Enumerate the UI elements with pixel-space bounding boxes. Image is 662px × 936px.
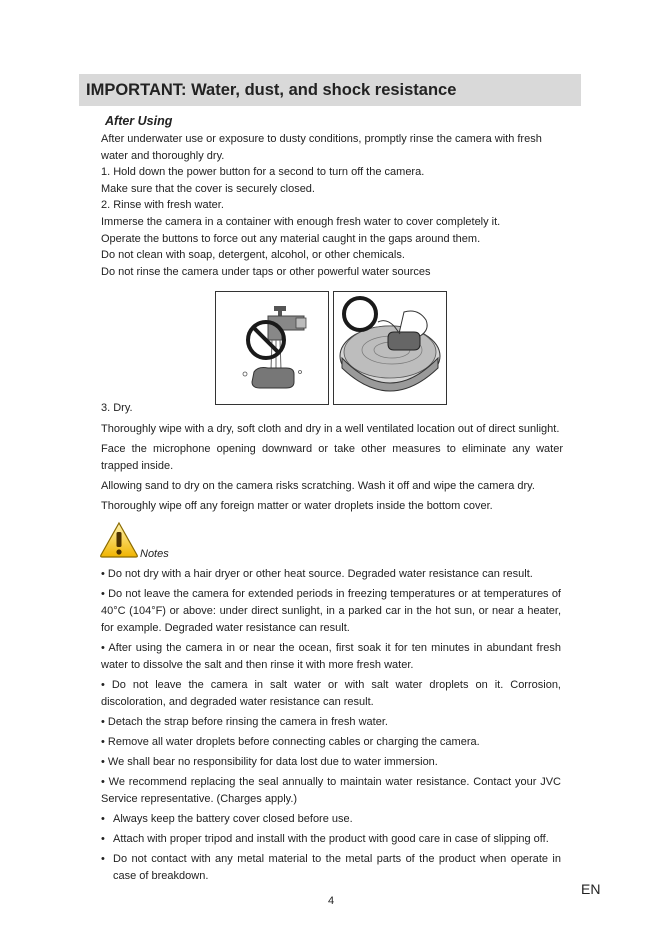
bullet-mark: • xyxy=(101,833,105,845)
note-item: • Do not dry with a hair dryer or other heat source. Degraded water resistance can result. xyxy=(101,568,533,580)
section-title: IMPORTANT: Water, dust, and shock resistance xyxy=(86,81,457,99)
notes-label: Notes xyxy=(140,548,169,560)
bullet-text: Always keep the battery cover closed before use. xyxy=(113,813,353,825)
bullet-mark: • xyxy=(101,813,105,825)
tap-rinse-illustration xyxy=(215,291,329,405)
subsection-title: After Using xyxy=(105,114,173,128)
dry-paragraph: Thoroughly wipe with a dry, soft cloth and dry in a well ventilated location out of direct sunlight. xyxy=(101,423,560,435)
notes-list xyxy=(101,566,561,888)
language-tag: EN xyxy=(581,881,601,897)
warning-triangle-icon xyxy=(99,521,139,564)
bullet-text: Attach with proper tripod and install with the product with good care in case of slipping off. xyxy=(113,833,549,845)
intro-line: Do not rinse the camera under taps or other powerful water sources xyxy=(101,265,431,278)
basin-rinse-illustration xyxy=(333,291,447,405)
dry-paragraph: Thoroughly wipe off any foreign matter or water droplets inside the bottom cover. xyxy=(101,500,493,512)
note-item: • Do not leave the camera for extended periods in freezing temperatures or at temperatures of 40°C (104°F) or above: under direct sunlight, in a parked car in the hot sun, or near a heater, for example. Degraded water resistance can result. xyxy=(101,588,561,634)
dry-paragraph: Face the microphone opening downward or take other measures to eliminate any water trapped inside. xyxy=(101,443,563,472)
note-item: • Detach the strap before rinsing the camera in fresh water. xyxy=(101,716,388,728)
page-number: 4 xyxy=(328,895,335,907)
bullet-text: Do not contact with any metal material to the metal parts of the product when operate in case of breakdown. xyxy=(113,853,561,882)
dry-paragraph: Allowing sand to dry on the camera risks scratching. Wash it off and wipe the camera dry. xyxy=(101,480,535,492)
intro-line: 2. Rinse with fresh water. xyxy=(101,199,224,212)
note-item: • We recommend replacing the seal annually to maintain water resistance. Contact your JVC Service representative. (Charges apply.) xyxy=(101,776,561,805)
bullet-item xyxy=(101,831,561,848)
dry-instructions xyxy=(101,421,563,518)
note-item: • We shall bear no responsibility for data lost due to water immersion. xyxy=(101,756,438,768)
intro-line: Immerse the camera in a container with enough fresh water to cover completely it. xyxy=(101,215,501,228)
intro-line: 1. Hold down the power button for a second to turn off the camera. xyxy=(101,166,425,179)
intro-text xyxy=(101,131,571,280)
note-item: • After using the camera in or near the ocean, first soak it for ten minutes in abundant fresh water to dissolve the salt and then rinse it with more fresh water. xyxy=(101,642,561,671)
intro-line: Do not clean with soap, detergent, alcohol, or other chemicals. xyxy=(101,249,405,262)
permitted-circle-icon xyxy=(344,298,376,330)
note-item: • Remove all water droplets before connecting cables or charging the camera. xyxy=(101,736,480,748)
bullet-mark: • xyxy=(101,853,105,865)
bullet-item xyxy=(101,811,561,828)
dry-heading: 3. Dry. xyxy=(101,402,133,414)
intro-line: After underwater use or exposure to dusty conditions, promptly rinse the camera with fresh xyxy=(101,133,542,145)
intro-line: Make sure that the cover is securely closed. xyxy=(101,182,315,195)
intro-line: Operate the buttons to force out any material caught in the gaps around them. xyxy=(101,232,481,245)
note-item: • Do not leave the camera in salt water or with salt water droplets on it. Corrosion, discoloration, and degraded water resistance can result. xyxy=(101,679,561,708)
section-header xyxy=(79,74,581,106)
bullet-item xyxy=(101,851,561,885)
intro-line: water and thoroughly dry. xyxy=(101,149,225,162)
